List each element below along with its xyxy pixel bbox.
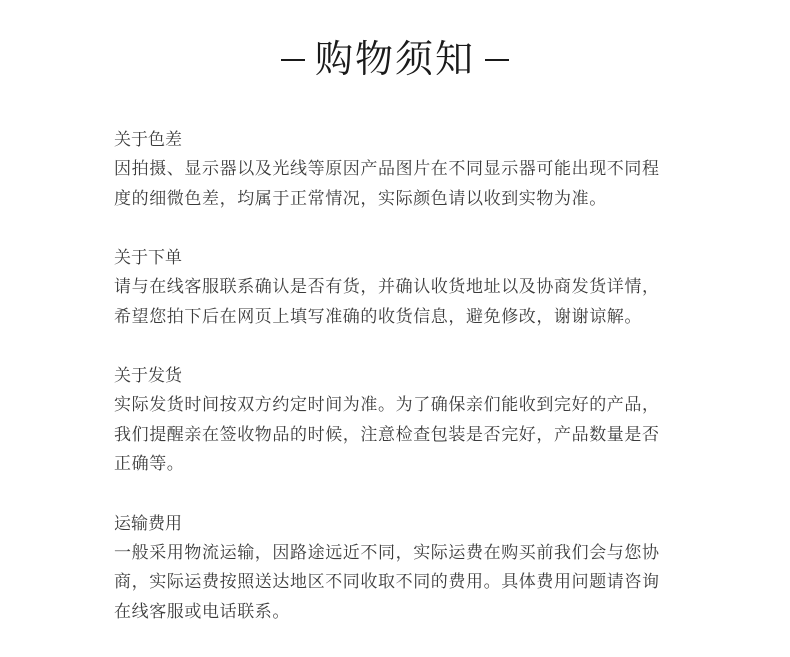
- section-shipping: [114, 362, 684, 480]
- section-color-difference: [114, 126, 684, 214]
- section-ordering: [114, 244, 684, 332]
- section-heading: 关于色差: [114, 130, 182, 150]
- section-line: 在线客服或电话联系。: [114, 601, 290, 622]
- section-line: 正确等。: [114, 454, 185, 474]
- section-line: 一般采用物流运输，因路途远近不同，实际运费在购买前我们会与您协: [114, 542, 660, 563]
- section-line: 实际发货时间按双方约定时间为准。为了确保亲们能收到完好的产品，: [114, 395, 660, 415]
- section-line: 希望您拍下后在网页上填写准确的收货信息，避免修改，谢谢谅解。: [114, 306, 642, 327]
- notice-content: [114, 126, 684, 657]
- section-line: 因拍摄、显示器以及光线等原因产品图片在不同显示器可能出现不同程: [114, 159, 660, 179]
- section-heading: 关于发货: [114, 366, 182, 386]
- title-right-dash: [485, 59, 509, 61]
- section-heading: 关于下单: [114, 248, 182, 268]
- title-left-dash: [281, 59, 305, 61]
- section-body: [114, 539, 684, 628]
- section-body: [114, 391, 684, 480]
- section-heading: 运输费用: [114, 513, 182, 534]
- section-line: 度的细微色差，均属于正常情况，实际颜色请以收到实物为准。: [114, 188, 607, 209]
- section-line: 请与在线客服联系确认是否有货，并确认收货地址以及协商发货详情，: [114, 277, 660, 297]
- section-freight-cost: [114, 510, 684, 628]
- section-line: 商，实际运费按照送达地区不同收取不同的费用。具体费用问题请咨询: [114, 572, 660, 592]
- page-title: 购物须知: [314, 37, 475, 81]
- section-body: [114, 155, 684, 214]
- page-title-row: [0, 34, 790, 84]
- section-body: [114, 273, 684, 332]
- section-line: 我们提醒亲在签收物品的时候，注意检查包装是否完好，产品数量是否: [114, 424, 660, 445]
